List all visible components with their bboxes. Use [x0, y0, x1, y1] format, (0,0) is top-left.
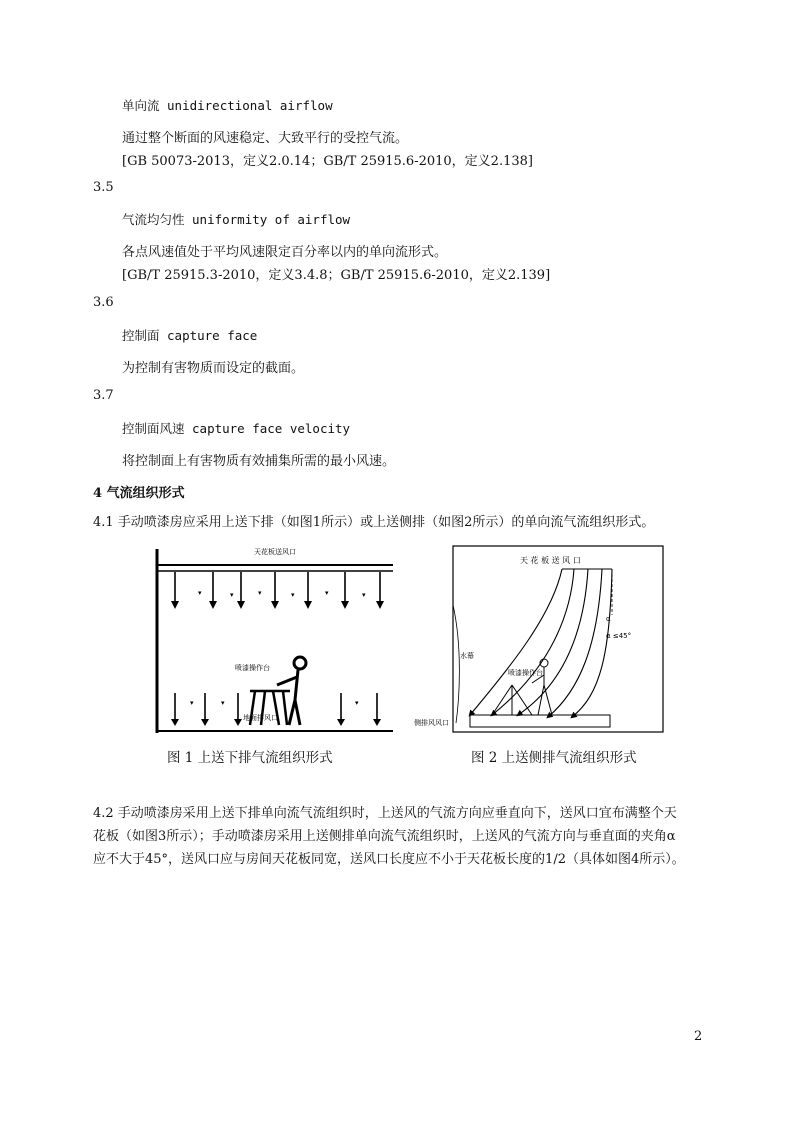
fig1-booth-label: 喷漆操作台	[235, 664, 270, 672]
fig2-alpha-label: α	[606, 615, 611, 623]
svg-text:▾: ▾	[221, 699, 225, 707]
term-capture-face-velocity: 控制面风速 capture face velocity	[122, 421, 351, 436]
definition-unidirectional-airflow: 通过整个断面的风速稳定、大致平行的受控气流。	[122, 131, 409, 146]
figure-2-caption: 图 2 上送侧排气流组织形式	[471, 750, 637, 766]
section-heading: 4 气流组织形式	[93, 486, 185, 501]
svg-text:▾: ▾	[230, 591, 234, 599]
fig1-top-label: 天花板送风口	[254, 548, 296, 556]
clause-number-3-7: 3.7	[93, 388, 114, 403]
fig2-angle-label: α ≤45°	[606, 632, 632, 640]
page-number: 2	[694, 1029, 703, 1044]
fig2-exhaust-label: 侧排风风口	[414, 719, 449, 727]
svg-text:▾: ▾	[190, 699, 194, 707]
source-unidirectional-airflow: [GB 50073-2013，定义2.0.14；GB/T 25915.6-2010，定义2.138]	[122, 154, 533, 169]
svg-text:▾: ▾	[198, 589, 202, 597]
source-uniformity-of-airflow: [GB/T 25915.3-2010，定义3.4.8；GB/T 25915.6-2010，定义2.139]	[122, 268, 551, 283]
fig1-floor-label: 地面排风口	[243, 714, 278, 722]
term-unidirectional-airflow: 单向流 unidirectional airflow	[122, 98, 333, 113]
fig2-curtain-label: 水幕	[460, 652, 474, 660]
paragraph-4-1: 4.1 手动喷漆房应采用上送下排（如图1所示）或上送侧排（如图2所示）的单向流气流组织形式。	[93, 515, 655, 530]
figure-1-caption: 图 1 上送下排气流组织形式	[167, 750, 333, 766]
svg-text:▾: ▾	[355, 699, 359, 707]
clause-number-3-5: 3.5	[93, 180, 114, 195]
svg-text:▾: ▾	[291, 591, 295, 599]
paragraph-4-2-line-3: 应不大于45°，送风口应与房间天花板同宽，送风口长度应不小于天花板长度的1/2（具体如图4所示）。	[93, 852, 685, 867]
svg-text:▾: ▾	[258, 589, 262, 597]
clause-number-3-6: 3.6	[93, 295, 114, 310]
definition-capture-face: 为控制有害物质而设定的截面。	[122, 361, 305, 376]
figure-2-diagram	[414, 545, 664, 733]
term-capture-face: 控制面 capture face	[122, 328, 258, 343]
figure-1-diagram	[155, 545, 395, 735]
definition-uniformity-of-airflow: 各点风速值处于平均风速限定百分率以内的单向流形式。	[122, 245, 448, 260]
definition-capture-face-velocity: 将控制面上有害物质有效捕集所需的最小风速。	[122, 454, 396, 469]
fig2-booth-label: 喷漆操作台	[508, 669, 543, 677]
paragraph-4-2-line-1: 4.2 手动喷漆房采用上送下排单向流气流组织时，上送风的气流方向应垂直向下，送风口宜布满整个天	[93, 806, 677, 821]
term-uniformity-of-airflow: 气流均匀性 uniformity of airflow	[122, 212, 351, 227]
svg-text:▾: ▾	[325, 589, 329, 597]
svg-text:▾: ▾	[362, 591, 366, 599]
fig2-top-label: 天 花 板 送 风 口	[520, 556, 581, 565]
paragraph-4-2-line-2: 花板（如图3所示）；手动喷漆房采用上送侧排单向流气流组织时，上送风的气流方向与垂直面的夹角α	[93, 829, 676, 844]
